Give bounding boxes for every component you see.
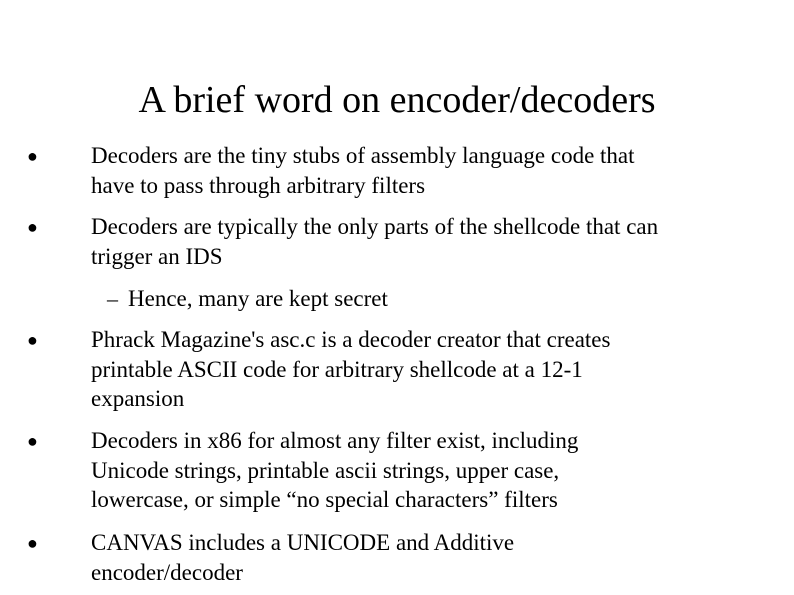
bullet-text: Decoders are the tiny stubs of assembly language code that have to pass through arbitrary filters: [91, 143, 635, 198]
bullet-text: Decoders in x86 for almost any filter exist, including Unicode strings, printable ascii strings, upper case, lowercase, or simple “no special characters” filters: [91, 428, 579, 512]
bullet-dot-icon: ●: [27, 431, 38, 451]
bullet-text: Decoders are typically the only parts of the shellcode that can trigger an IDS: [91, 214, 659, 269]
bullet-dot-icon: ●: [27, 533, 38, 553]
sub-bullet-text: Hence, many are kept secret: [128, 286, 388, 311]
bullet-dot-icon: ●: [27, 217, 38, 237]
dash-icon: –: [107, 286, 118, 311]
bullet-dot-icon: ●: [27, 330, 38, 350]
slide-title: A brief word on encoder/decoders: [138, 79, 656, 121]
bullet-text: Phrack Magazine's asc.c is a decoder creator that creates printable ASCII code for arbitrary shellcode at a 12-1 expansion: [91, 327, 611, 411]
bullet-dot-icon: ●: [27, 146, 38, 166]
bullet-text: CANVAS includes a UNICODE and Additive encoder/decoder: [91, 530, 515, 585]
